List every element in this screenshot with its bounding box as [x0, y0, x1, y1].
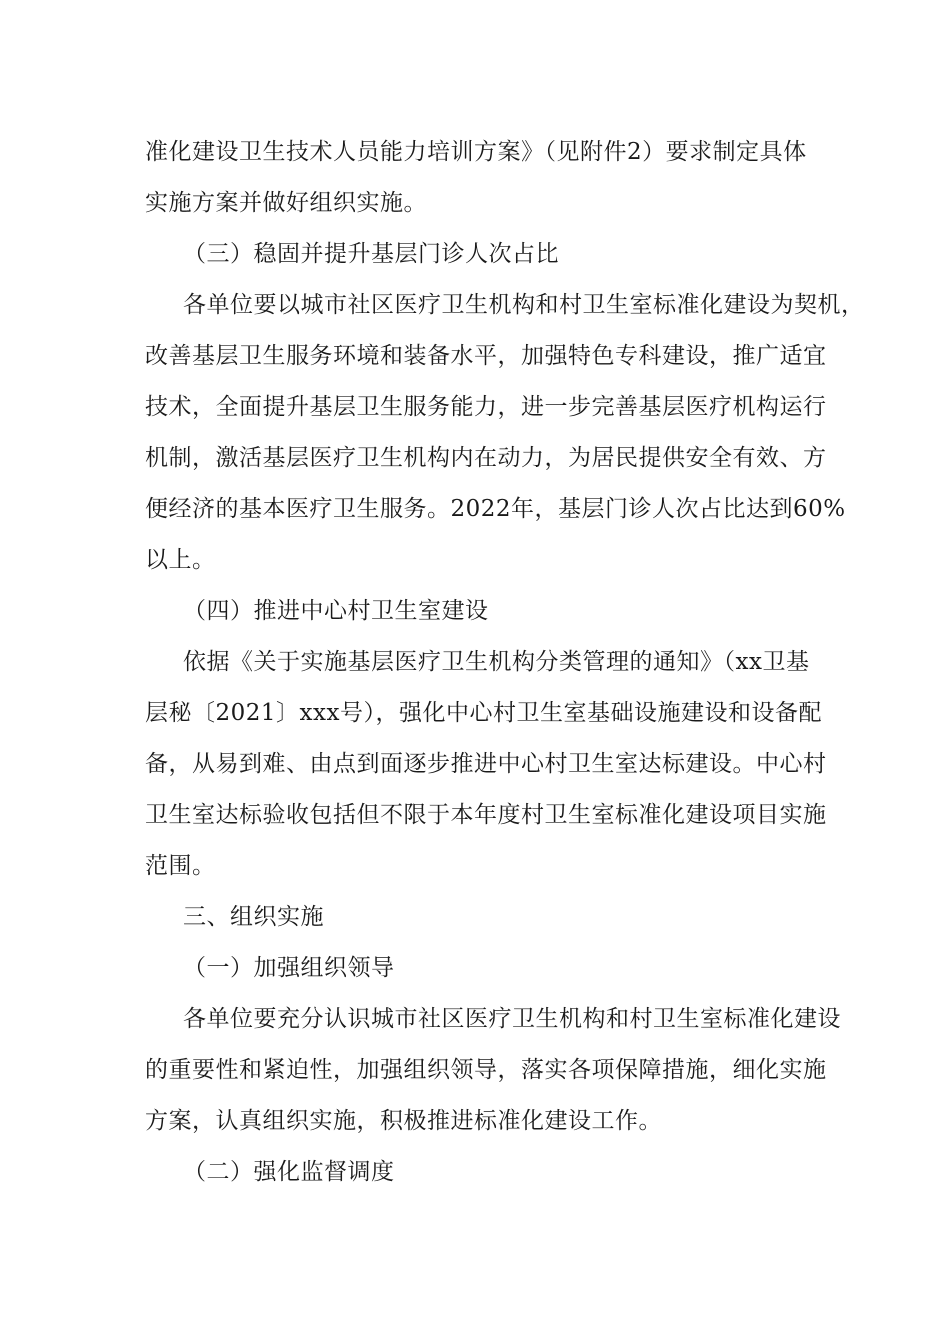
body-line: 的重要性和紧迫性，加强组织领导，落实各项保障措施，细化实施	[145, 1057, 827, 1083]
body-line: 便经济的基本医疗卫生服务。2022年，基层门诊人次占比达到60%	[145, 496, 846, 522]
body-line: 层秘〔2021〕xxx号），强化中心村卫生室基础设施建设和设备配	[145, 700, 822, 726]
body-line: 备，从易到难、由点到面逐步推进中心村卫生室达标建设。中心村	[145, 751, 827, 777]
body-line: 卫生室达标验收包括但不限于本年度村卫生室标准化建设项目实施	[145, 802, 827, 828]
body-line: 方案，认真组织实施，积极推进标准化建设工作。	[145, 1108, 662, 1134]
body-line: 范围。	[145, 853, 216, 879]
body-line: 以上。	[145, 547, 216, 573]
section-heading: （二）强化监督调度	[183, 1159, 395, 1185]
body-line: 技术，全面提升基层卫生服务能力，进一步完善基层医疗机构运行	[145, 394, 827, 420]
paragraph-first-line: 依据《关于实施基层医疗卫生机构分类管理的通知》（xx卫基	[183, 649, 810, 675]
paragraph-first-line: 各单位要充分认识城市社区医疗卫生机构和村卫生室标准化建设	[183, 1006, 841, 1032]
body-line: 准化建设卫生技术人员能力培训方案》（见附件2）要求制定具体	[145, 139, 807, 165]
chapter-heading: 三、组织实施	[183, 904, 324, 930]
body-line: 改善基层卫生服务环境和装备水平，加强特色专科建设，推广适宜	[145, 343, 827, 369]
section-heading: （三）稳固并提升基层门诊人次占比	[183, 241, 559, 267]
body-line: 实施方案并做好组织实施。	[145, 190, 427, 216]
section-heading: （四）推进中心村卫生室建设	[183, 598, 489, 624]
body-line: 机制，激活基层医疗卫生机构内在动力，为居民提供安全有效、方	[145, 445, 827, 471]
section-heading: （一）加强组织领导	[183, 955, 395, 981]
paragraph-first-line: 各单位要以城市社区医疗卫生机构和村卫生室标准化建设为契机，	[183, 292, 865, 318]
